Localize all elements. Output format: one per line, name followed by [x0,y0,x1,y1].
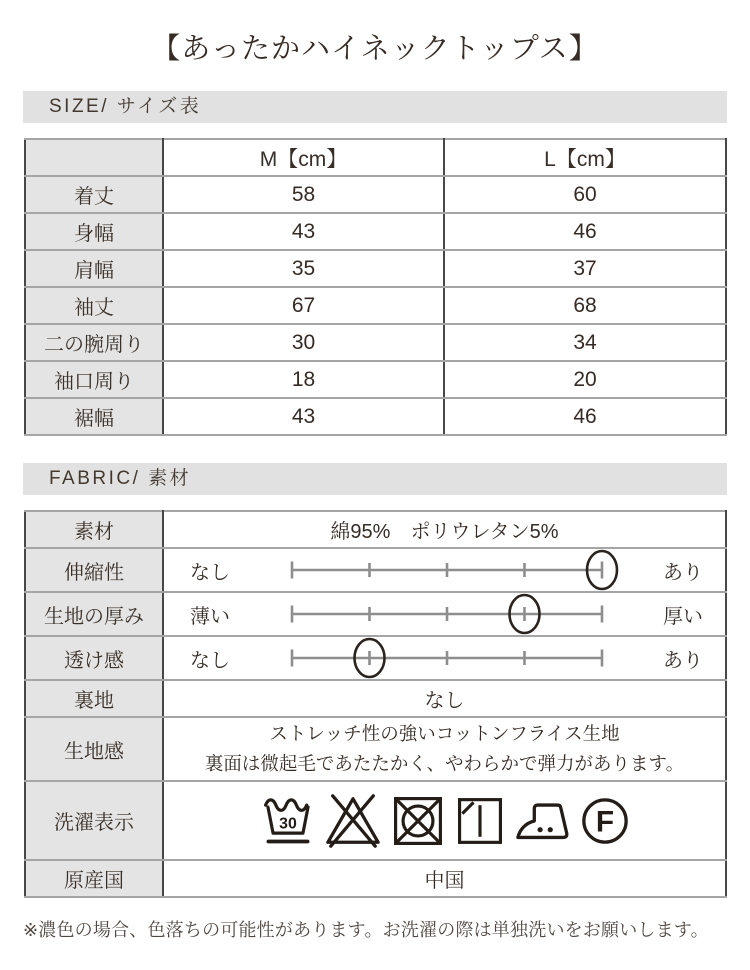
stretch-left-label: なし [190,561,230,584]
size-table-row [25,324,726,361]
fabric-row-origin [25,860,726,897]
fabric-section-heading [23,463,727,495]
size-value-m: 43 [163,213,444,250]
size-table-row [25,176,726,213]
size-table-row [25,287,726,324]
texture-line1: ストレッチ性の強いコットンフライス生地 [269,723,620,745]
size-table-header-row [25,139,726,176]
material-label: 素材 [25,511,163,548]
size-table-row [25,398,726,435]
size-table-corner-cell [25,139,163,176]
fabric-table [24,510,727,898]
size-value-l: 34 [444,324,726,361]
sheerness-label: 透け感 [25,636,163,680]
sheerness-left-label: なし [190,649,230,672]
thickness-right-label: 厚い [663,605,703,628]
size-value-m: 30 [163,324,444,361]
size-table [24,138,727,436]
wash-30-icon [260,792,316,850]
fabric-row-sheerness [25,636,726,680]
no-bleach-icon [324,792,382,850]
fabric-row-care [25,781,726,860]
size-table-row [25,361,726,398]
size-value-l: 37 [444,250,726,287]
texture-label: 生地感 [25,717,163,781]
size-value-m: 67 [163,287,444,324]
size-section-heading-label: SIZE/ サイズ表 [49,96,202,117]
svg-text:30: 30 [278,814,297,832]
size-table-row [25,250,726,287]
size-row-label: 身幅 [25,213,163,250]
care-label: 洗濯表示 [25,781,163,860]
dry-clean-f-icon [580,792,630,850]
thickness-left-label: 薄い [190,605,230,628]
size-row-label: 袖丈 [25,287,163,324]
stretch-label: 伸縮性 [25,548,163,592]
iron-two-dots-icon [514,792,572,850]
size-value-l: 46 [444,213,726,250]
size-row-label: 着丈 [25,176,163,213]
no-tumble-dry-icon [390,792,446,850]
size-value-m: 18 [163,361,444,398]
size-row-label: 二の腕周り [25,324,163,361]
size-value-l: 68 [444,287,726,324]
size-row-label: 裾幅 [25,398,163,435]
texture-line2: 裏面は微起毛であたたかく、やわらかで弾力があります。 [204,753,685,774]
fabric-section-heading-label: FABRIC/ 素材 [49,468,192,489]
material-value: 綿95% ポリウレタン5% [163,511,726,548]
footer-note: ※濃色の場合、色落ちの可能性があります。お洗濯の際は単独洗いをお願いします。 [23,920,709,940]
size-row-label: 袖口周り [25,361,163,398]
size-value-m: 58 [163,176,444,213]
fabric-row-texture [25,717,726,781]
fabric-row-stretch [25,548,726,592]
page-title: 【あったかハイネックトップス】 [151,33,599,65]
laundry-symbols [164,792,725,850]
origin-value: 中国 [163,860,726,897]
size-value-m: 35 [163,250,444,287]
size-table-row [25,213,726,250]
thickness-label: 生地の厚み [25,592,163,636]
thickness-scale-indicator [282,593,612,635]
stretch-right-label: あり [663,561,703,584]
origin-label: 原産国 [25,860,163,897]
svg-text:F: F [595,805,614,839]
fabric-row-lining [25,680,726,717]
sheerness-right-label: あり [663,649,703,672]
stretch-scale-indicator [282,549,612,591]
size-table-col-l: L【cm】 [444,139,726,176]
lining-label: 裏地 [25,680,163,717]
size-value-m: 43 [163,398,444,435]
size-section-heading [23,91,727,123]
fabric-row-thickness [25,592,726,636]
size-row-label: 肩幅 [25,250,163,287]
size-value-l: 20 [444,361,726,398]
fabric-row-material [25,511,726,548]
lining-value: なし [163,680,726,717]
size-table-col-m: M【cm】 [163,139,444,176]
sheerness-scale-indicator [282,637,612,679]
line-dry-shade-icon [454,792,506,850]
size-value-l: 46 [444,398,726,435]
size-value-l: 60 [444,176,726,213]
